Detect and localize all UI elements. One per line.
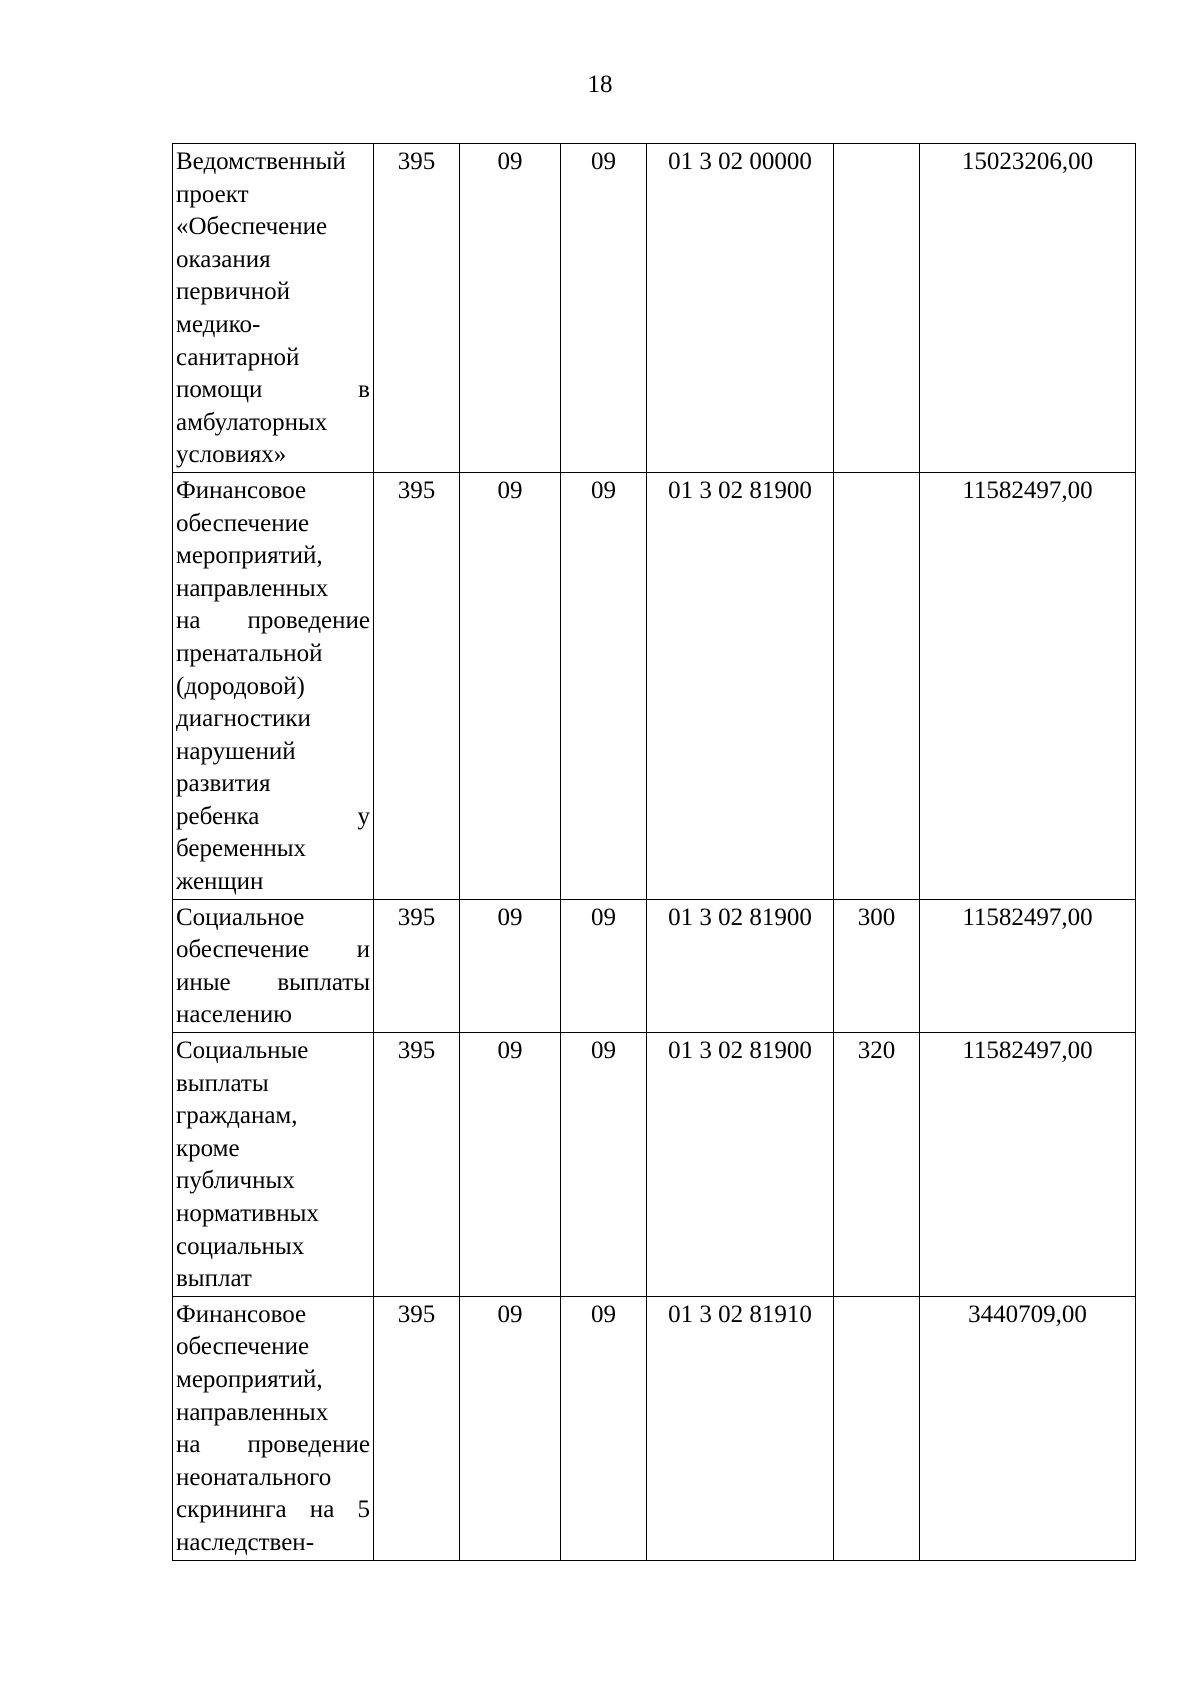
- row-name-line: скрининга на 5: [176, 1496, 370, 1524]
- row-name-line: на проведение: [176, 607, 370, 635]
- section-cell: 09: [460, 1296, 561, 1560]
- grbs-cell: 395: [374, 144, 460, 473]
- row-name-line: (дородовой): [176, 672, 305, 700]
- target-article-cell: 01 3 02 81900: [647, 1033, 834, 1297]
- row-name-line: обеспечение: [176, 1333, 310, 1361]
- table-row: [173, 899, 1136, 1032]
- expense-type-cell: 320: [834, 1033, 920, 1297]
- row-name-line: публичных: [176, 1167, 295, 1195]
- row-name-line: диагностики: [176, 705, 311, 733]
- subsection-cell: 09: [561, 1033, 647, 1297]
- table-row: [173, 472, 1136, 899]
- row-name-line: на проведение: [176, 1431, 370, 1459]
- page-number: 18: [587, 71, 613, 98]
- row-name-line: медико-: [176, 310, 261, 338]
- grbs-cell: 395: [374, 472, 460, 899]
- row-name-line: гражданам,: [176, 1102, 298, 1130]
- target-article-cell: 01 3 02 81910: [647, 1296, 834, 1560]
- subsection-cell: 09: [561, 144, 647, 473]
- row-name-line: беременных: [176, 835, 307, 863]
- target-article-cell: 01 3 02 81900: [647, 899, 834, 1032]
- row-name-line: оказания: [176, 245, 271, 273]
- row-name-cell: [173, 1296, 374, 1560]
- section-cell: 09: [460, 1033, 561, 1297]
- row-name-line: Ведомственный: [176, 148, 346, 175]
- section-cell: 09: [460, 472, 561, 899]
- target-article-cell: 01 3 02 00000: [647, 144, 834, 473]
- target-article-cell: 01 3 02 81900: [647, 472, 834, 899]
- expense-type-cell: 300: [834, 899, 920, 1032]
- row-name-line: мероприятий,: [176, 542, 323, 570]
- row-name-cell: [173, 1033, 374, 1297]
- amount-cell: 15023206,00: [920, 144, 1136, 473]
- grbs-cell: 395: [374, 1033, 460, 1297]
- row-name-cell: [173, 472, 374, 899]
- table-row: [173, 1033, 1136, 1297]
- row-name-line: обеспечение: [176, 509, 310, 537]
- row-name-line: условиях»: [176, 441, 287, 469]
- section-cell: 09: [460, 899, 561, 1032]
- row-name-line: Социальные: [176, 1037, 309, 1065]
- row-name-line: выплат: [176, 1265, 252, 1293]
- row-name-line: неонатального: [176, 1463, 332, 1491]
- section-cell: 09: [460, 144, 561, 473]
- row-name-line: нормативных: [176, 1200, 319, 1227]
- grbs-cell: 395: [374, 1296, 460, 1560]
- row-name-line: кроме: [176, 1134, 240, 1162]
- expense-type-cell: [834, 472, 920, 899]
- subsection-cell: 09: [561, 1296, 647, 1560]
- row-name-line: помощи в: [176, 376, 370, 404]
- table-row: [173, 144, 1136, 473]
- row-name-line: ребенка у: [176, 802, 370, 830]
- row-name-line: нарушений: [176, 737, 296, 765]
- row-name-line: Социальное: [176, 903, 305, 931]
- row-name-line: мероприятий,: [176, 1365, 323, 1393]
- row-name-line: обеспечение и: [176, 936, 370, 964]
- expense-type-cell: [834, 1296, 920, 1560]
- row-name-line: социальных: [176, 1232, 305, 1260]
- row-name-line: населению: [176, 1001, 292, 1029]
- row-name-line: проект: [176, 180, 249, 208]
- amount-cell: 11582497,00: [920, 472, 1136, 899]
- row-name-line: направленных: [176, 1398, 329, 1426]
- amount-cell: 11582497,00: [920, 899, 1136, 1032]
- amount-cell: 11582497,00: [920, 1033, 1136, 1297]
- row-name-line: первичной: [176, 278, 290, 306]
- row-name-line: развития: [176, 770, 271, 798]
- table-body: [173, 144, 1136, 1561]
- row-name-cell: [173, 144, 374, 473]
- subsection-cell: 09: [561, 899, 647, 1032]
- row-name-line: Финансовое: [176, 476, 307, 504]
- row-name-line: иные выплаты: [176, 968, 370, 996]
- budget-table: [172, 143, 1136, 1561]
- row-name-line: выплаты: [176, 1069, 269, 1097]
- row-name-line: Финансовое: [176, 1300, 307, 1328]
- table-row: [173, 1296, 1136, 1560]
- row-name-line: женщин: [176, 868, 264, 896]
- row-name-line: амбулаторных: [176, 408, 328, 436]
- subsection-cell: 09: [561, 472, 647, 899]
- grbs-cell: 395: [374, 899, 460, 1032]
- row-name-cell: [173, 899, 374, 1032]
- row-name-line: направленных: [176, 574, 329, 602]
- amount-cell: 3440709,00: [920, 1296, 1136, 1560]
- expense-type-cell: [834, 144, 920, 473]
- row-name-line: санитарной: [176, 343, 300, 371]
- row-name-line: наследствен-: [176, 1528, 315, 1556]
- row-name-line: пренатальной: [176, 639, 323, 667]
- row-name-line: «Обеспечение: [176, 213, 328, 241]
